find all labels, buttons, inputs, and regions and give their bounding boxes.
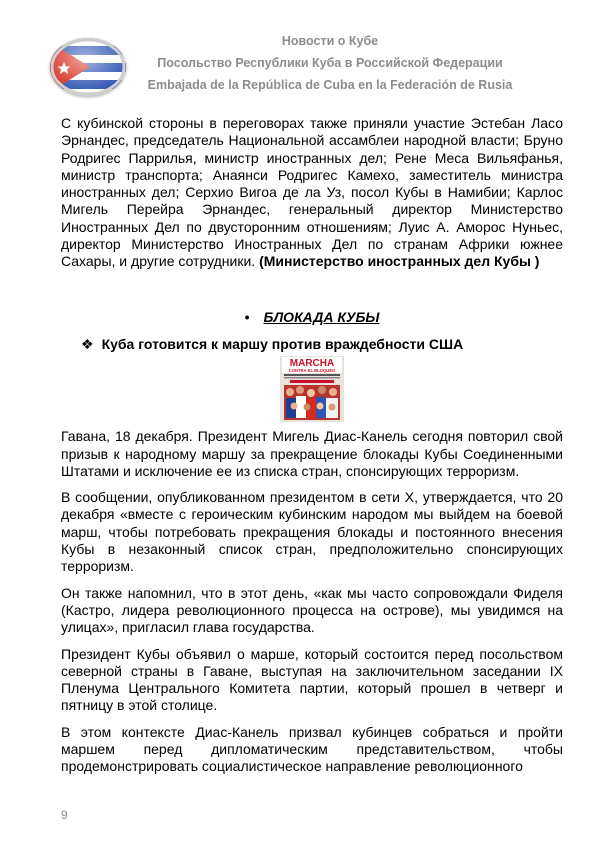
section-title-text: БЛОКАДА КУБЫ bbox=[263, 308, 380, 325]
paragraph-plenum: Президент Кубы объявил о марше, который состоится перед посольством северной страны в Гаване, выступая на заключительном заседании IX Пленума Центрального Комитета партии, который прошел в четверг и пятницу в этой столице. bbox=[61, 645, 563, 714]
header-embassy-ru: Посольство Республики Куба в Российской Федерации bbox=[157, 56, 503, 70]
diamond-bullet-icon: ❖ bbox=[81, 335, 94, 352]
article-subtitle bbox=[61, 336, 563, 353]
bullet-icon: • bbox=[244, 308, 250, 325]
poster-title: MARCHA bbox=[289, 358, 335, 370]
section-title bbox=[61, 309, 563, 326]
paragraph-delegation-text: С кубинской стороны в переговорах также приняли участие Эстебан Ласо Эрнандес, председатель Национальной ассамблеи народной власти; Бруно Родригес Паррилья, министр иностранных дел; Рене Меса Вильяфанья, министр транспорта; Анаянси Родригес Камехо, заместитель министра иностранных дел; Серхио Вигоа де ла Уз, посол Кубы в Намибии; Карлос Мигель Перейра Эрнандес, генеральный директор Министерство Иностранных Дел по двусторонним отношениям; Луис А. Аморос Нуньес, директор Министерство Иностранных Дел по странам Африки южнее Сахары, и другие сотрудники. bbox=[61, 115, 563, 270]
page-header bbox=[0, 0, 603, 105]
document-body bbox=[61, 115, 563, 776]
paragraph-context: В этом контексте Диас-Канель призвал кубинцев собраться и пройти маршем перед дипломатическим представительством, чтобы продемонстрировать социалистическое направление революционного bbox=[61, 723, 563, 775]
cuban-flag-logo-icon bbox=[50, 38, 126, 96]
header-embassy-es: Embajada de la República de Cuba en la Federación de Rusia bbox=[147, 78, 513, 92]
march-poster-image bbox=[280, 356, 344, 422]
poster-subtitle: CONTRA EL BLOQUEO bbox=[288, 368, 336, 374]
page-number: 9 bbox=[61, 808, 68, 822]
paragraph-delegation bbox=[61, 115, 563, 271]
paragraph-fidel: Он также напомнил, что в этот день, «как мы часто сопровождали Фиделя (Кастро, лидера революционного процесса на острове), мы увидимся на улицах», пригласил глава государства. bbox=[61, 584, 563, 636]
article-subtitle-text: Куба готовится к маршу против враждебности США bbox=[101, 335, 464, 352]
paragraph-message: В сообщении, опубликованном президентом в сети X, утверждается, что 20 декабря «вместе с героическим кубинским народом мы выйдем на боевой марш, чтобы потребовать прекращения блокады и постоянного внесения Кубы в незаконный список стран, предположительно спонсирующих терроризм. bbox=[61, 489, 563, 575]
paragraph-havana: Гавана, 18 декабря. Президент Мигель Диас-Канель сегодня повторил свой призыв к народному маршу за прекращение блокады Кубы Соединенными Штатами и исключение ее из списка стран, спонсирующих терроризм. bbox=[61, 428, 563, 479]
paragraph-source: (Министерство иностранных дел Кубы ) bbox=[259, 253, 540, 270]
poster-container bbox=[61, 356, 563, 422]
header-title: Новости о Кубе bbox=[281, 34, 379, 48]
